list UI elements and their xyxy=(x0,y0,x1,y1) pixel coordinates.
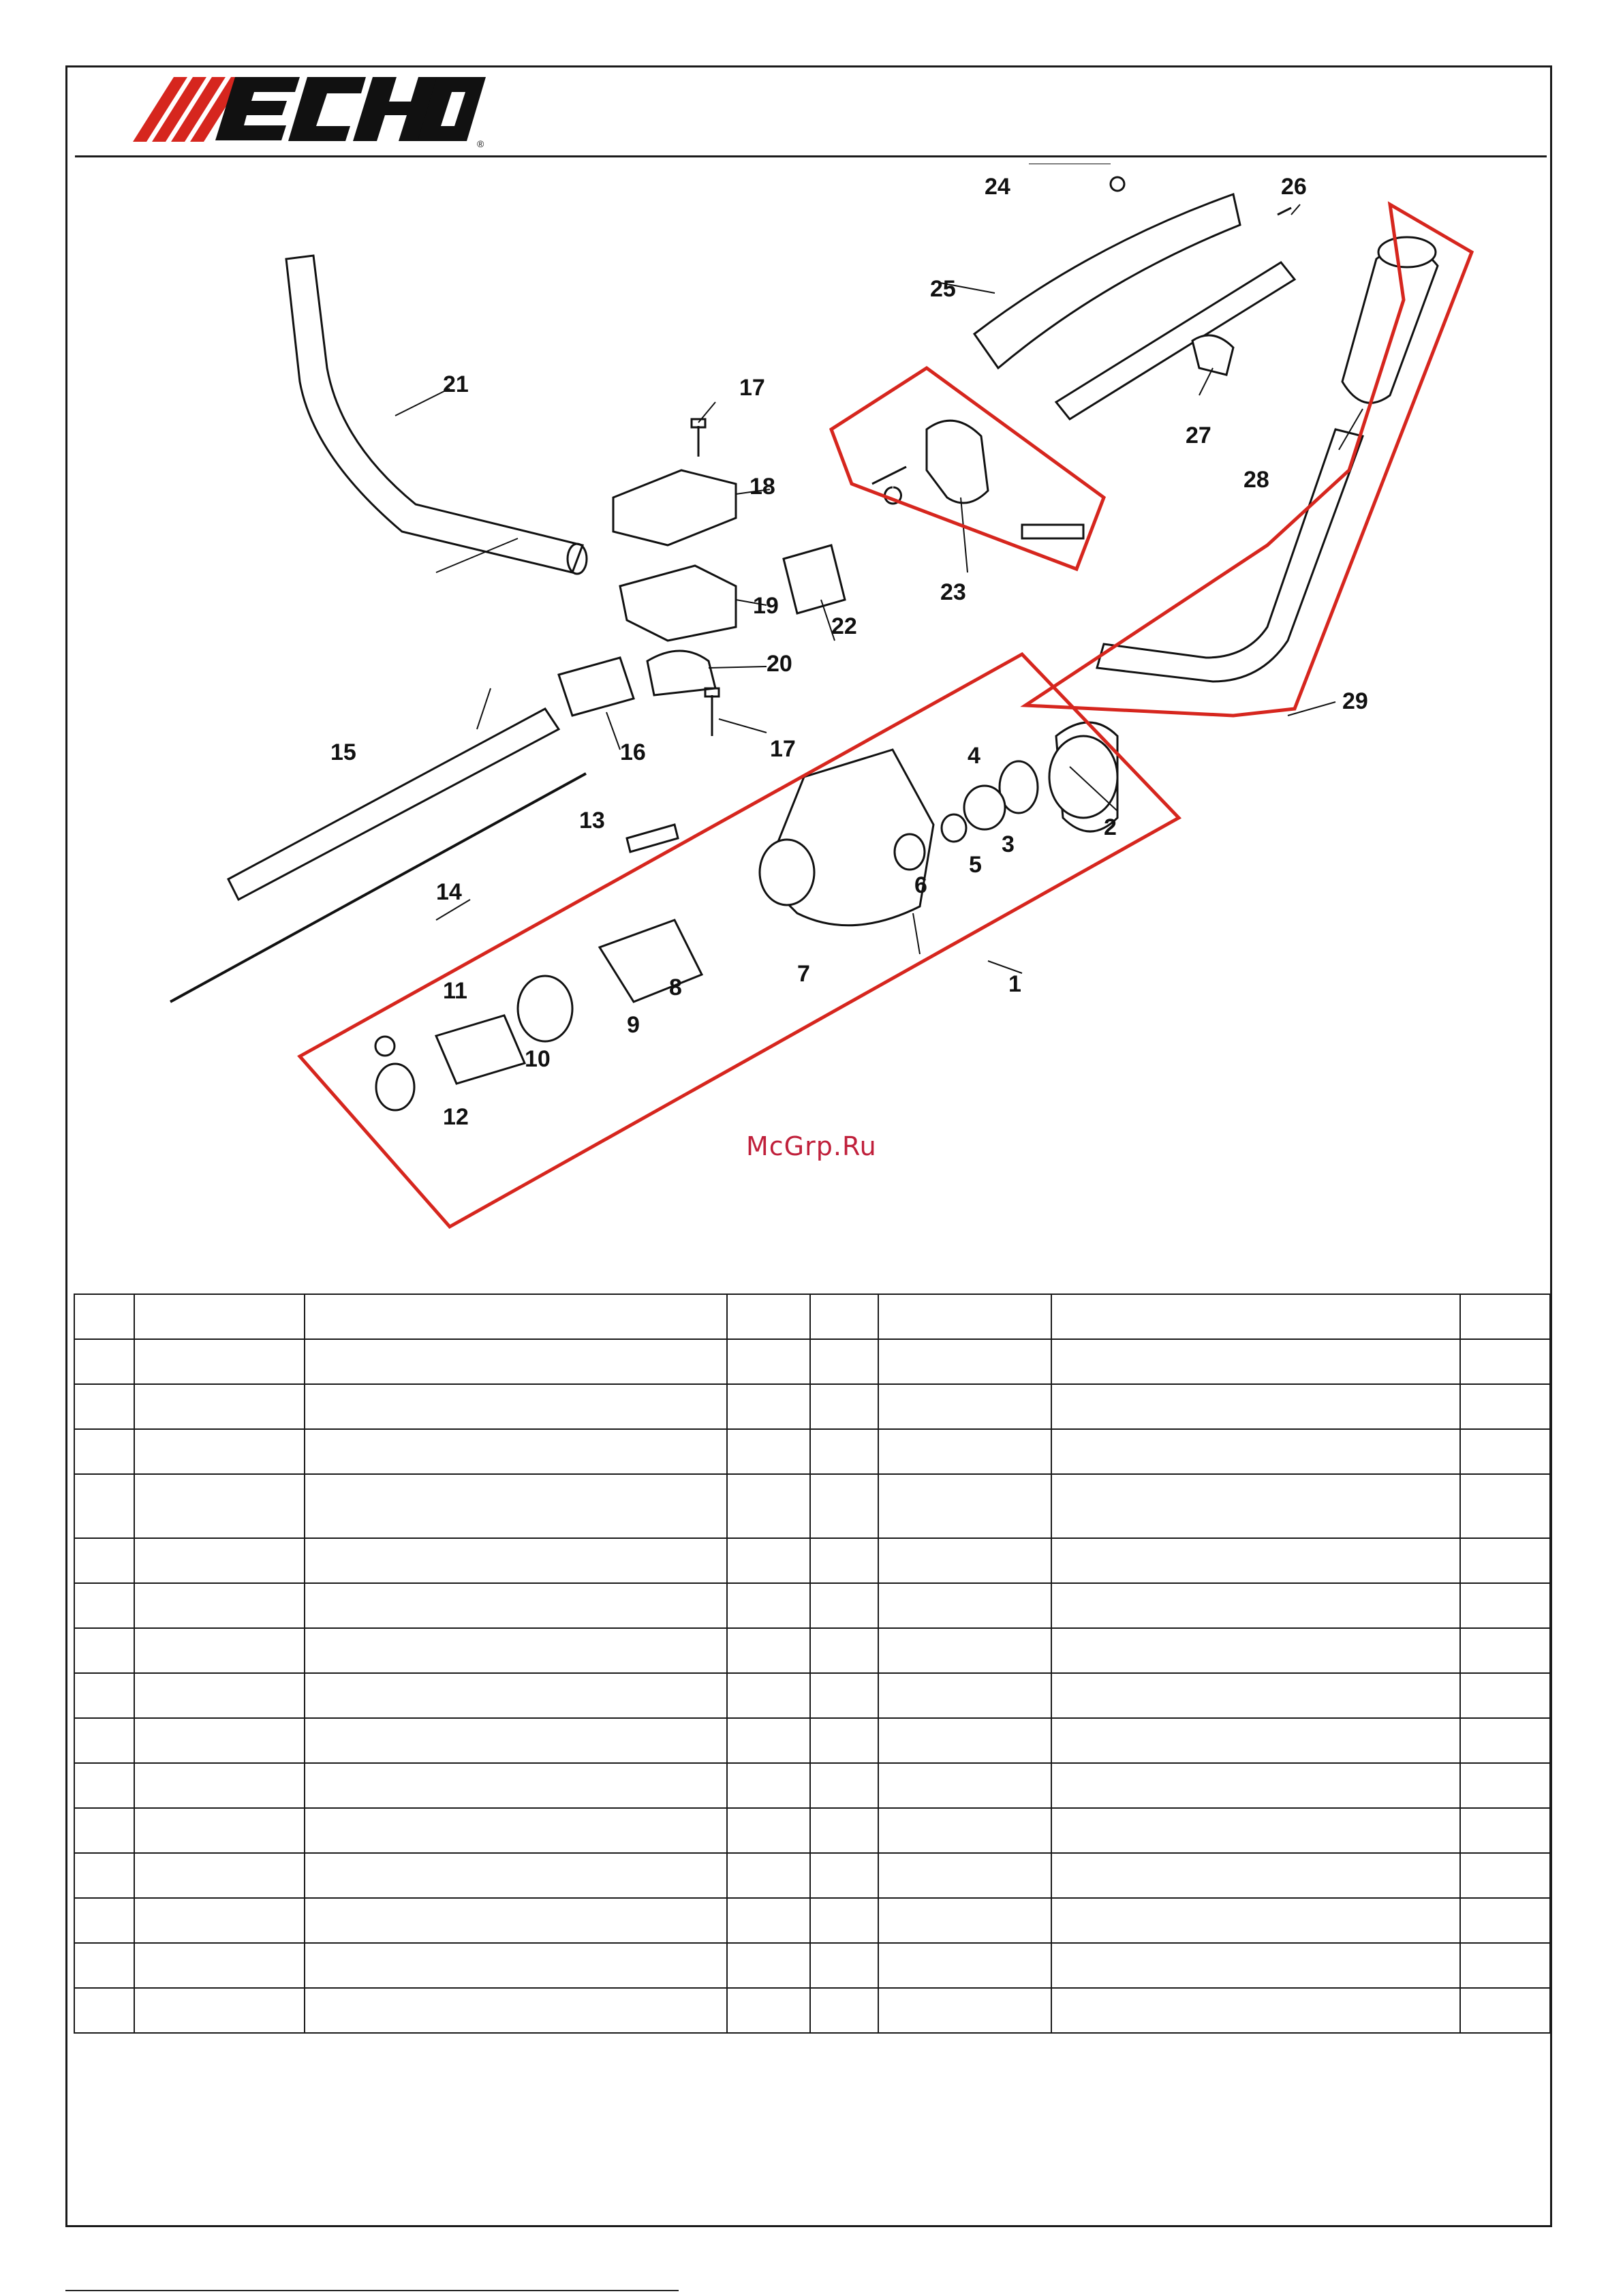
table-cell xyxy=(134,1943,305,1988)
table-cell xyxy=(74,1474,134,1538)
table-cell xyxy=(305,1943,727,1988)
table-row xyxy=(74,1384,1550,1429)
callout-19: 19 xyxy=(753,593,779,619)
table-cell xyxy=(878,1988,1051,2033)
table-cell xyxy=(74,1583,134,1628)
callout-27: 27 xyxy=(1186,423,1211,448)
table-cell xyxy=(1051,1294,1460,1339)
table-cell xyxy=(878,1583,1051,1628)
table-cell xyxy=(1460,1429,1550,1474)
table-cell xyxy=(305,1763,727,1808)
table-cell xyxy=(1460,1898,1550,1943)
callout-8: 8 xyxy=(669,975,682,1000)
callout-21: 21 xyxy=(443,371,469,397)
callout-3: 3 xyxy=(1002,831,1015,857)
table-cell xyxy=(134,1808,305,1853)
callout-15: 15 xyxy=(330,739,356,765)
table-cell xyxy=(810,1294,878,1339)
table-cell xyxy=(74,1628,134,1673)
table-cell xyxy=(74,1718,134,1763)
table-cell xyxy=(1460,1339,1550,1384)
callout-12: 12 xyxy=(443,1104,469,1130)
table-cell xyxy=(1051,1718,1460,1763)
table-cell xyxy=(727,1988,810,2033)
table-cell xyxy=(1460,1384,1550,1429)
table-row xyxy=(74,1763,1550,1808)
callout-25: 25 xyxy=(930,276,956,302)
table-cell xyxy=(878,1808,1051,1853)
callout-24: 24 xyxy=(985,174,1010,200)
table-cell xyxy=(305,1673,727,1718)
table-cell xyxy=(74,1898,134,1943)
table-cell xyxy=(1460,1294,1550,1339)
table-row xyxy=(74,1808,1550,1853)
table-row xyxy=(74,1538,1550,1583)
table-cell xyxy=(1051,1943,1460,1988)
table-cell xyxy=(1051,1808,1460,1853)
table-cell xyxy=(1460,1673,1550,1718)
table-cell xyxy=(727,1538,810,1583)
table-cell xyxy=(810,1339,878,1384)
table-cell xyxy=(134,1294,305,1339)
table-cell xyxy=(1051,1583,1460,1628)
table-cell xyxy=(1051,1474,1460,1538)
table-row xyxy=(74,1628,1550,1673)
table-row xyxy=(74,1853,1550,1898)
table-cell xyxy=(1051,1853,1460,1898)
table-cell xyxy=(74,1988,134,2033)
table-cell xyxy=(878,1898,1051,1943)
table-cell xyxy=(305,1583,727,1628)
table-cell xyxy=(1051,1763,1460,1808)
callout-9: 9 xyxy=(627,1012,640,1038)
table-cell xyxy=(810,1808,878,1853)
table-cell xyxy=(810,1718,878,1763)
callout-7: 7 xyxy=(797,961,810,987)
table-cell xyxy=(727,1808,810,1853)
table-row xyxy=(74,1294,1550,1339)
table-cell xyxy=(134,1474,305,1538)
table-cell xyxy=(305,1853,727,1898)
table-cell xyxy=(74,1943,134,1988)
callout-26: 26 xyxy=(1281,174,1307,200)
table-cell xyxy=(810,1853,878,1898)
table-cell xyxy=(1460,1718,1550,1763)
callout-2: 2 xyxy=(1104,814,1117,840)
table-cell xyxy=(1051,1538,1460,1583)
table-cell xyxy=(305,1628,727,1673)
table-cell xyxy=(305,1339,727,1384)
table-cell xyxy=(1051,1898,1460,1943)
table-row xyxy=(74,1673,1550,1718)
table-cell xyxy=(1460,1583,1550,1628)
table-cell xyxy=(878,1474,1051,1538)
table-cell xyxy=(134,1763,305,1808)
table-cell xyxy=(74,1429,134,1474)
table-cell xyxy=(1051,1429,1460,1474)
table-cell xyxy=(727,1853,810,1898)
table-cell xyxy=(74,1763,134,1808)
table-cell xyxy=(1460,1853,1550,1898)
header-divider xyxy=(75,155,1547,157)
callout-10: 10 xyxy=(525,1046,551,1072)
table-cell xyxy=(810,1763,878,1808)
exploded-parts-diagram xyxy=(82,164,1540,1268)
table-cell xyxy=(878,1718,1051,1763)
table-cell xyxy=(134,1583,305,1628)
table-cell xyxy=(727,1294,810,1339)
table-cell xyxy=(74,1808,134,1853)
table-cell xyxy=(727,1718,810,1763)
table-cell xyxy=(305,1808,727,1853)
table-cell xyxy=(727,1673,810,1718)
table-cell xyxy=(1460,1808,1550,1853)
callout-14: 14 xyxy=(436,879,462,905)
callout-28: 28 xyxy=(1243,467,1269,493)
table-cell xyxy=(810,1673,878,1718)
table-cell xyxy=(878,1763,1051,1808)
table-cell xyxy=(134,1673,305,1718)
table-cell xyxy=(878,1339,1051,1384)
watermark: McGrp.Ru xyxy=(746,1131,877,1161)
table-cell xyxy=(810,1474,878,1538)
table-cell xyxy=(727,1898,810,1943)
table-cell xyxy=(878,1673,1051,1718)
table-cell xyxy=(727,1763,810,1808)
table-cell xyxy=(1051,1339,1460,1384)
table-cell xyxy=(1051,1673,1460,1718)
table-row xyxy=(74,1339,1550,1384)
table-row xyxy=(74,1474,1550,1538)
table-cell xyxy=(74,1853,134,1898)
table-cell xyxy=(1460,1628,1550,1673)
table-cell xyxy=(727,1628,810,1673)
table-cell xyxy=(134,1853,305,1898)
table-cell xyxy=(134,1718,305,1763)
table-cell xyxy=(305,1474,727,1538)
table-cell xyxy=(134,1429,305,1474)
table-cell xyxy=(878,1628,1051,1673)
table-cell xyxy=(1460,1763,1550,1808)
table-cell xyxy=(878,1853,1051,1898)
table-cell xyxy=(727,1384,810,1429)
table-cell xyxy=(134,1988,305,2033)
table-cell xyxy=(878,1294,1051,1339)
table-cell xyxy=(305,1294,727,1339)
callout-22: 22 xyxy=(831,613,857,639)
callout-11: 11 xyxy=(443,978,467,1004)
table-cell xyxy=(134,1628,305,1673)
table-cell xyxy=(727,1943,810,1988)
table-cell xyxy=(74,1384,134,1429)
table-cell xyxy=(134,1538,305,1583)
table-cell xyxy=(74,1538,134,1583)
table-cell xyxy=(1460,1538,1550,1583)
callout-17a: 17 xyxy=(739,375,765,401)
table-cell xyxy=(810,1384,878,1429)
callout-6: 6 xyxy=(914,872,927,898)
table-row xyxy=(74,1898,1550,1943)
footer-divider xyxy=(65,2290,679,2291)
table-cell xyxy=(810,1429,878,1474)
bent-handle-tube-icon xyxy=(286,256,583,572)
table-cell xyxy=(134,1339,305,1384)
table-cell xyxy=(810,1538,878,1583)
table-row xyxy=(74,1429,1550,1474)
table-cell xyxy=(305,1898,727,1943)
callout-17b: 17 xyxy=(770,736,796,762)
callout-29: 29 xyxy=(1342,688,1368,714)
table-cell xyxy=(1051,1988,1460,2033)
table-cell xyxy=(810,1628,878,1673)
table-cell xyxy=(810,1943,878,1988)
table-cell xyxy=(878,1538,1051,1583)
callout-18: 18 xyxy=(749,474,775,500)
table-cell xyxy=(74,1294,134,1339)
table-cell xyxy=(1460,1943,1550,1988)
callout-13: 13 xyxy=(579,808,605,833)
table-cell xyxy=(727,1429,810,1474)
table-cell xyxy=(727,1474,810,1538)
table-cell xyxy=(305,1538,727,1583)
table-cell xyxy=(134,1384,305,1429)
table-cell xyxy=(727,1339,810,1384)
callout-1: 1 xyxy=(1008,971,1021,997)
sleeve-icon xyxy=(559,658,634,716)
table-cell xyxy=(878,1384,1051,1429)
clamp-block-icon xyxy=(613,470,736,545)
callout-16: 16 xyxy=(620,739,646,765)
parts-table xyxy=(74,1294,1551,2034)
table-cell xyxy=(134,1898,305,1943)
callout-5: 5 xyxy=(969,852,982,878)
registered-mark: ® xyxy=(477,138,484,149)
table-cell xyxy=(1460,1474,1550,1538)
table-cell xyxy=(878,1943,1051,1988)
table-cell xyxy=(74,1339,134,1384)
table-cell xyxy=(810,1898,878,1943)
table-row xyxy=(74,1718,1550,1763)
table-cell xyxy=(1051,1628,1460,1673)
table-cell xyxy=(305,1988,727,2033)
echo-logo xyxy=(133,74,487,149)
table-cell xyxy=(810,1988,878,2033)
callout-4: 4 xyxy=(968,743,980,769)
callout-23: 23 xyxy=(940,579,966,605)
table-row xyxy=(74,1943,1550,1988)
clamp-icon xyxy=(927,420,988,503)
table-cell xyxy=(305,1429,727,1474)
table-cell xyxy=(1051,1384,1460,1429)
table-cell xyxy=(878,1429,1051,1474)
table-cell xyxy=(305,1384,727,1429)
table-cell xyxy=(727,1583,810,1628)
table-row xyxy=(74,1583,1550,1628)
table-cell xyxy=(305,1718,727,1763)
table-cell xyxy=(810,1583,878,1628)
callout-20: 20 xyxy=(767,651,792,677)
shaft-tube-icon xyxy=(228,709,559,900)
table-cell xyxy=(1460,1988,1550,2033)
table-cell xyxy=(74,1673,134,1718)
table-row xyxy=(74,1988,1550,2033)
